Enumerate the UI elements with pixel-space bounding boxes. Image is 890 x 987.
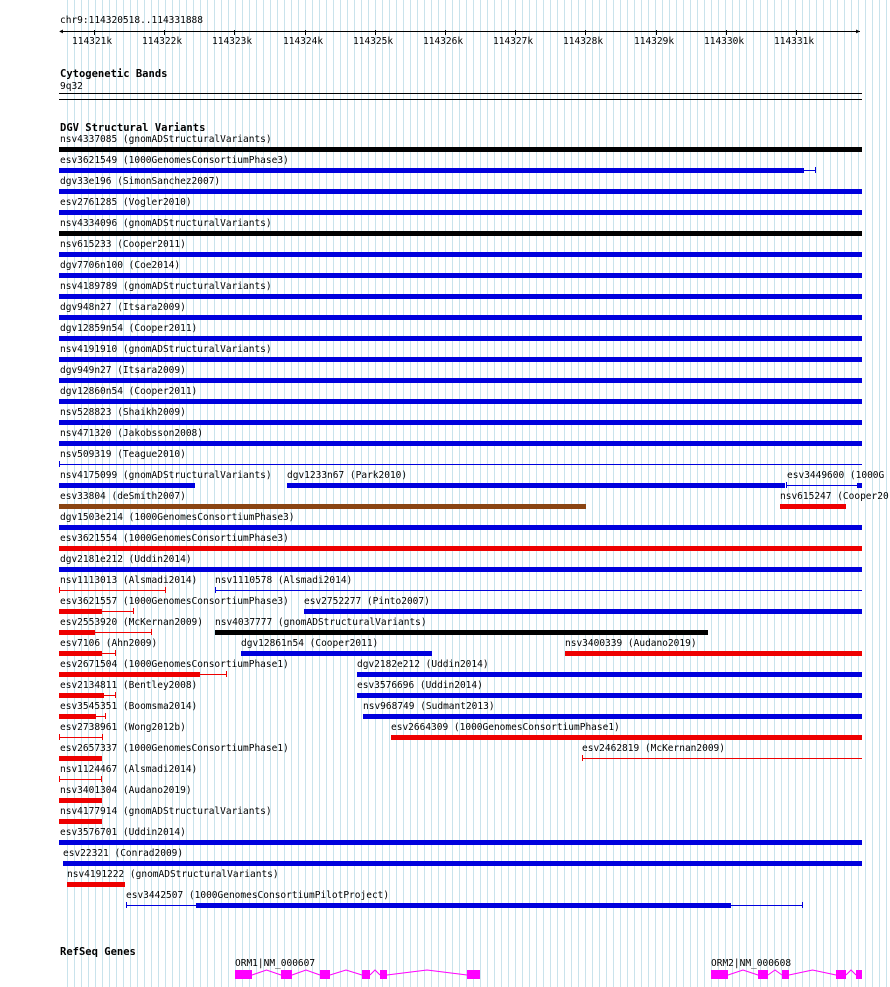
feature-bar[interactable] <box>59 672 200 677</box>
gene-exon[interactable] <box>782 970 789 979</box>
feature-bar[interactable] <box>59 756 102 761</box>
feature-line[interactable] <box>59 779 102 780</box>
cytoband-label: 9q32 <box>60 81 83 92</box>
feature-label: dgv33e196 (SimonSanchez2007) <box>60 176 221 187</box>
feature-bar[interactable] <box>565 651 862 656</box>
ruler-tick <box>94 30 95 35</box>
feature-bar[interactable] <box>59 399 862 404</box>
feature-bar[interactable] <box>59 630 95 635</box>
feature-line[interactable] <box>59 464 862 465</box>
feature-label: dgv12861n54 (Cooper2011) <box>241 638 379 649</box>
feature-label: esv3621557 (1000GenomesConsortiumPhase3) <box>60 596 289 607</box>
feature-bar[interactable] <box>59 378 862 383</box>
feature-label: esv2752277 (Pinto2007) <box>304 596 430 607</box>
ruler-tick <box>375 30 376 35</box>
ruler-tick <box>445 30 446 35</box>
feature-end-cap <box>815 167 816 173</box>
gene-intron <box>728 970 758 975</box>
feature-bar[interactable] <box>357 693 862 698</box>
feature-bar[interactable] <box>241 651 432 656</box>
feature-end-cap <box>165 587 166 593</box>
ruler-tick <box>796 30 797 35</box>
feature-label: esv2657337 (1000GenomesConsortiumPhase1) <box>60 743 289 754</box>
feature-extension-line[interactable] <box>102 611 133 612</box>
feature-label: esv7106 (Ahn2009) <box>60 638 158 649</box>
ruler-left-arrow-icon: ◂ <box>58 26 65 37</box>
feature-bar[interactable] <box>59 210 862 215</box>
dgv-track-title[interactable]: DGV Structural Variants <box>60 122 206 134</box>
track-divider <box>59 99 862 100</box>
feature-bar[interactable] <box>780 504 846 509</box>
feature-bar[interactable] <box>215 630 708 635</box>
ruler-tick <box>305 30 306 35</box>
feature-end-cap <box>126 902 127 908</box>
feature-label: dgv12860n54 (Cooper2011) <box>60 386 198 397</box>
feature-extension-line[interactable] <box>731 905 802 906</box>
feature-label: nsv1110578 (Alsmadi2014) <box>215 575 353 586</box>
feature-label: esv3545351 (Boomsma2014) <box>60 701 198 712</box>
feature-end-cap <box>115 692 116 698</box>
feature-bar[interactable] <box>59 273 862 278</box>
ruler-right-arrow-icon: ▸ <box>855 26 862 37</box>
feature-bar[interactable] <box>67 882 125 887</box>
feature-extension-line[interactable] <box>96 716 105 717</box>
feature-label: esv2671504 (1000GenomesConsortiumPhase1) <box>60 659 289 670</box>
feature-label: nsv615247 (Cooper20 <box>780 491 889 502</box>
gene-intron <box>789 970 836 975</box>
feature-label: esv3621549 (1000GenomesConsortiumPhase3) <box>60 155 289 166</box>
feature-bar[interactable] <box>63 861 862 866</box>
gene-label: ORM1|NM_000607 <box>235 958 316 969</box>
ruler-tick-label: 114324k <box>283 36 324 47</box>
feature-bar[interactable] <box>59 567 862 572</box>
feature-line[interactable] <box>215 590 862 591</box>
feature-bar[interactable] <box>59 315 862 320</box>
feature-label: esv2553920 (McKernan2009) <box>60 617 203 628</box>
gene-exon[interactable] <box>711 970 728 979</box>
feature-bar[interactable] <box>304 609 862 614</box>
feature-end-cap <box>151 629 152 635</box>
feature-label: nsv4177914 (gnomADStructuralVariants) <box>60 806 272 817</box>
feature-bar[interactable] <box>59 819 102 824</box>
feature-bar[interactable] <box>59 798 102 803</box>
feature-label: nsv509319 (Teague2010) <box>60 449 186 460</box>
feature-label: dgv949n27 (Itsara2009) <box>60 365 186 376</box>
feature-end-cap <box>102 734 103 740</box>
feature-extension-line[interactable] <box>104 695 115 696</box>
feature-bar[interactable] <box>59 714 96 719</box>
ruler-tick <box>585 30 586 35</box>
feature-start-cap <box>59 776 60 782</box>
feature-label: nsv4337085 (gnomADStructuralVariants) <box>60 134 272 145</box>
feature-bar[interactable] <box>59 294 862 299</box>
feature-label: dgv2182e212 (Uddin2014) <box>357 659 489 670</box>
feature-bar[interactable] <box>59 651 102 656</box>
feature-label: esv3442507 (1000GenomesConsortiumPilotProject) <box>126 890 390 901</box>
feature-label: nsv968749 (Sudmant2013) <box>363 701 495 712</box>
feature-bar[interactable] <box>59 525 862 530</box>
feature-label: nsv615233 (Cooper2011) <box>60 239 186 250</box>
feature-extension-line[interactable] <box>804 170 815 171</box>
feature-end-cap <box>115 650 116 656</box>
feature-extension-line[interactable] <box>126 905 196 906</box>
feature-label: nsv4191222 (gnomADStructuralVariants) <box>67 869 279 880</box>
feature-bar[interactable] <box>59 357 862 362</box>
feature-bar[interactable] <box>59 693 104 698</box>
feature-label: esv22321 (Conrad2009) <box>63 848 184 859</box>
feature-label: dgv1233n67 (Park2010) <box>287 470 408 481</box>
ruler-tick <box>726 30 727 35</box>
feature-label: nsv528823 (Shaikh2009) <box>60 407 186 418</box>
feature-start-cap <box>59 734 60 740</box>
ruler-tick-label: 114321k <box>72 36 113 47</box>
ruler-tick-label: 114329k <box>634 36 675 47</box>
gene-label: ORM2|NM_000608 <box>711 958 792 969</box>
feature-label: dgv12859n54 (Cooper2011) <box>60 323 198 334</box>
feature-label: esv2738961 (Wong2012b) <box>60 722 186 733</box>
feature-bar[interactable] <box>391 735 862 740</box>
ruler-tick-label: 114331k <box>774 36 815 47</box>
feature-bar[interactable] <box>196 903 731 908</box>
feature-bar[interactable] <box>59 168 804 173</box>
ruler-tick <box>164 30 165 35</box>
feature-bar[interactable] <box>59 252 862 257</box>
feature-end-cap <box>101 776 102 782</box>
ruler-tick-label: 114327k <box>493 36 534 47</box>
feature-bar[interactable] <box>59 504 586 509</box>
ruler-axis <box>60 31 860 32</box>
feature-label: esv2134811 (Bentley2008) <box>60 680 198 691</box>
feature-extension-line[interactable] <box>95 632 151 633</box>
feature-start-cap <box>582 755 583 761</box>
feature-label: nsv4191910 (gnomADStructuralVariants) <box>60 344 272 355</box>
feature-line[interactable] <box>59 737 103 738</box>
feature-bar[interactable] <box>857 483 862 488</box>
cytoband-bar[interactable] <box>59 93 862 94</box>
feature-end-cap <box>226 671 227 677</box>
feature-extension-line[interactable] <box>102 653 115 654</box>
feature-label: nsv4175099 (gnomADStructuralVariants) <box>60 470 272 481</box>
feature-label: esv3576701 (Uddin2014) <box>60 827 186 838</box>
feature-label: nsv1124467 (Alsmadi2014) <box>60 764 198 775</box>
feature-bar[interactable] <box>59 147 862 152</box>
feature-extension-line[interactable] <box>200 674 226 675</box>
feature-label: esv2761285 (Vogler2010) <box>60 197 192 208</box>
feature-end-cap <box>802 902 803 908</box>
feature-bar[interactable] <box>59 441 862 446</box>
gene-exon[interactable] <box>856 970 862 979</box>
ruler-tick-label: 114323k <box>212 36 253 47</box>
feature-label: nsv3400339 (Audano2019) <box>565 638 697 649</box>
feature-label: esv2664309 (1000GenomesConsortiumPhase1) <box>391 722 620 733</box>
feature-bar[interactable] <box>357 672 862 677</box>
feature-label: dgv7706n100 (Coe2014) <box>60 260 181 271</box>
ruler-tick <box>234 30 235 35</box>
feature-bar[interactable] <box>59 546 862 551</box>
feature-end-cap <box>133 608 134 614</box>
feature-label: esv33804 (deSmith2007) <box>60 491 186 502</box>
feature-start-cap <box>786 482 787 488</box>
feature-label: nsv3401304 (Audano2019) <box>60 785 192 796</box>
feature-label: dgv1503e214 (1000GenomesConsortiumPhase3) <box>60 512 295 523</box>
ruler-tick-label: 114326k <box>423 36 464 47</box>
feature-bar[interactable] <box>59 840 862 845</box>
ruler-tick-label: 114325k <box>353 36 394 47</box>
gene-intron <box>846 970 856 975</box>
feature-line[interactable] <box>59 590 166 591</box>
ruler-tick-label: 114330k <box>704 36 745 47</box>
feature-label: esv3621554 (1000GenomesConsortiumPhase3) <box>60 533 289 544</box>
feature-label: nsv1113013 (Alsmadi2014) <box>60 575 198 586</box>
feature-label: nsv4037777 (gnomADStructuralVariants) <box>215 617 427 628</box>
feature-bar[interactable] <box>59 609 102 614</box>
feature-bar[interactable] <box>287 483 785 488</box>
location-label: chr9:114320518..114331888 <box>60 15 203 26</box>
feature-bar[interactable] <box>59 189 862 194</box>
feature-start-cap <box>59 461 60 467</box>
feature-end-cap <box>105 713 106 719</box>
gene-intron <box>768 970 782 975</box>
feature-start-cap <box>59 587 60 593</box>
gene-exon[interactable] <box>758 970 768 979</box>
feature-bar[interactable] <box>59 336 862 341</box>
ruler-tick-label: 114328k <box>563 36 604 47</box>
feature-label: dgv2181e212 (Uddin2014) <box>60 554 192 565</box>
feature-label: nsv471320 (Jakobsson2008) <box>60 428 203 439</box>
gene-exon[interactable] <box>836 970 846 979</box>
feature-bar[interactable] <box>363 714 862 719</box>
ruler-tick <box>656 30 657 35</box>
feature-bar[interactable] <box>59 420 862 425</box>
feature-bar[interactable] <box>59 231 862 236</box>
feature-line[interactable] <box>582 758 862 759</box>
feature-label: esv3449600 (1000G <box>787 470 885 481</box>
feature-label: nsv4334096 (gnomADStructuralVariants) <box>60 218 272 229</box>
refseq-track-title[interactable]: RefSeq Genes <box>60 946 136 958</box>
feature-label: dgv948n27 (Itsara2009) <box>60 302 186 313</box>
gene-model[interactable] <box>0 967 890 987</box>
feature-label: esv2462819 (McKernan2009) <box>582 743 725 754</box>
ruler-tick-label: 114322k <box>142 36 183 47</box>
feature-label: esv3576696 (Uddin2014) <box>357 680 483 691</box>
feature-line[interactable] <box>786 485 862 486</box>
ruler-tick <box>515 30 516 35</box>
feature-start-cap <box>215 587 216 593</box>
feature-bar[interactable] <box>59 483 195 488</box>
cytoband-track-title[interactable]: Cytogenetic Bands <box>60 68 168 80</box>
feature-label: nsv4189789 (gnomADStructuralVariants) <box>60 281 272 292</box>
